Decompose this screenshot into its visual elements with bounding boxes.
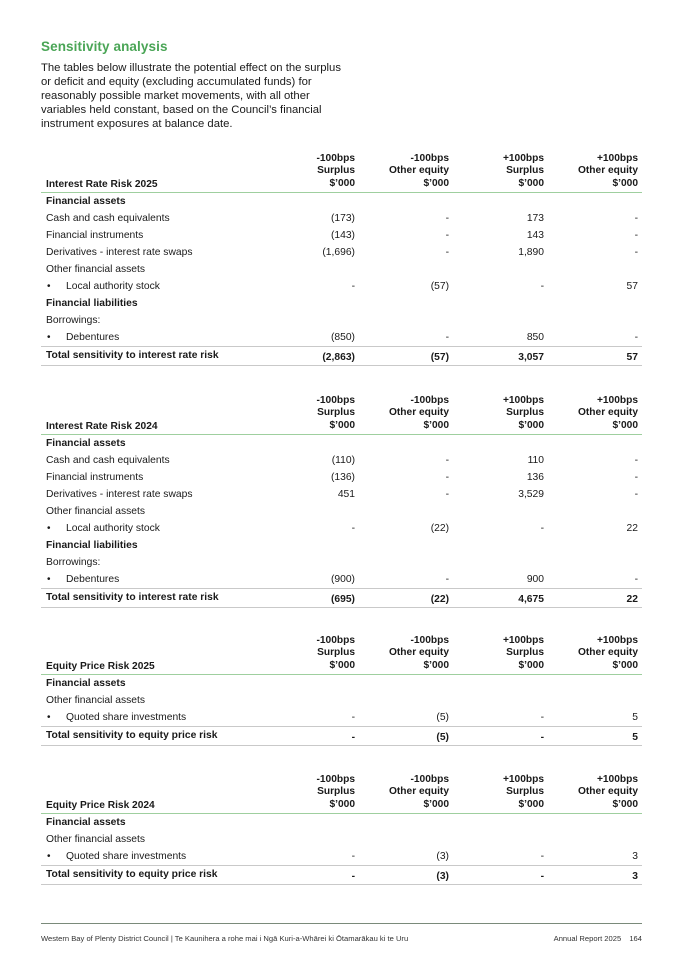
cell-value: 5	[632, 712, 638, 723]
column-header-line: Surplus	[506, 407, 544, 419]
table-row	[41, 312, 642, 329]
cell-value: (850)	[330, 332, 355, 343]
column-header	[538, 774, 638, 811]
cell-value: 850	[526, 332, 544, 343]
row-label: Other financial assets	[46, 506, 146, 517]
total-label: Total sensitivity to interest rate risk	[46, 350, 219, 361]
row-label: Cash and cash equivalents	[46, 455, 170, 466]
cell-value: 900	[526, 574, 544, 585]
row-label: Quoted share investments	[66, 712, 187, 723]
column-header-line: Other equity	[388, 165, 449, 177]
column-header-line: $’000	[518, 659, 544, 671]
bullet-icon: •	[47, 332, 51, 343]
column-header-line: -100bps	[316, 773, 355, 785]
row-label: Other financial assets	[46, 834, 146, 845]
column-header-line: $’000	[518, 177, 544, 189]
row-label: Debentures	[66, 332, 120, 343]
column-header-line: $’000	[329, 798, 355, 810]
total-value: 4,675	[518, 594, 544, 605]
cell-value: -	[351, 851, 355, 862]
column-header-line: $’000	[518, 419, 544, 431]
column-header	[255, 153, 355, 190]
column-header	[538, 395, 638, 432]
table-header	[41, 152, 642, 193]
column-header-line: Other equity	[577, 165, 638, 177]
column-header-line: $’000	[423, 798, 449, 810]
sensitivity-table	[41, 634, 642, 746]
cell-value: (57)	[430, 281, 449, 292]
column-header	[538, 153, 638, 190]
column-header-line: -100bps	[316, 152, 355, 164]
column-header-line: Surplus	[506, 165, 544, 177]
column-header	[255, 635, 355, 672]
cell-value: -	[634, 230, 638, 241]
total-value: -	[540, 871, 544, 882]
row-label: Financial instruments	[46, 230, 144, 241]
column-header-line: $’000	[329, 177, 355, 189]
cell-value: (3)	[436, 851, 449, 862]
bullet-icon: •	[47, 851, 51, 862]
column-header-line: -100bps	[410, 634, 449, 646]
bullet-icon: •	[47, 523, 51, 534]
column-header-line: +100bps	[596, 394, 638, 406]
column-header	[255, 774, 355, 811]
cell-value: (173)	[330, 213, 355, 224]
cell-value: (5)	[436, 712, 449, 723]
intro-paragraph: The tables below illustrate the potential effect on the surplus or deficit and equity (excluding accumulated funds) for reasonably possible market movements, with all other variables held constant, based on the Council’s financial instrument exposures at balance date.	[41, 62, 341, 131]
cell-value: (1,696)	[322, 247, 355, 258]
sensitivity-table	[41, 773, 642, 885]
column-header-line: -100bps	[410, 152, 449, 164]
table-row	[41, 295, 642, 312]
cell-value: 110	[527, 455, 544, 466]
column-header-line: +100bps	[502, 634, 544, 646]
table-caption: Interest Rate Risk 2025	[46, 179, 158, 190]
cell-value: -	[540, 281, 544, 292]
table-row	[41, 848, 642, 866]
column-header	[255, 395, 355, 432]
cell-value: -	[445, 489, 449, 500]
cell-value: -	[634, 213, 638, 224]
cell-value: 57	[626, 281, 638, 292]
table-row	[41, 520, 642, 537]
column-header-line: $’000	[612, 419, 638, 431]
bullet-icon: •	[47, 574, 51, 585]
row-label: Financial assets	[46, 438, 126, 449]
column-header	[444, 153, 544, 190]
column-header-line: Surplus	[506, 647, 544, 659]
table-caption: Interest Rate Risk 2024	[46, 421, 158, 432]
total-value: 3	[632, 871, 638, 882]
table-header	[41, 773, 642, 814]
row-label: Local authority stock	[66, 523, 160, 534]
cell-value: -	[634, 332, 638, 343]
total-value: 3,057	[518, 352, 544, 363]
total-value: -	[351, 732, 355, 743]
cell-value: -	[540, 523, 544, 534]
total-value: -	[351, 871, 355, 882]
column-header-line: Surplus	[317, 647, 355, 659]
footer-report-title: Annual Report 2025	[553, 934, 622, 943]
table-row	[41, 435, 642, 452]
column-header-line: $’000	[518, 798, 544, 810]
cell-value: -	[540, 851, 544, 862]
sensitivity-table	[41, 152, 642, 366]
row-label: Financial assets	[46, 196, 126, 207]
cell-value: -	[351, 281, 355, 292]
table-row	[41, 675, 642, 692]
column-header-line: $’000	[612, 177, 638, 189]
column-header-line: Other equity	[577, 786, 638, 798]
cell-value: -	[445, 213, 449, 224]
cell-value: 22	[626, 523, 638, 534]
row-label: Financial assets	[46, 817, 126, 828]
cell-value: -	[540, 712, 544, 723]
column-header-line: +100bps	[596, 634, 638, 646]
row-label: Local authority stock	[66, 281, 160, 292]
table-header	[41, 394, 642, 435]
total-label: Total sensitivity to equity price risk	[46, 730, 218, 741]
total-label: Total sensitivity to equity price risk	[46, 869, 218, 880]
table-row	[41, 554, 642, 571]
table-row	[41, 709, 642, 727]
table-caption: Equity Price Risk 2024	[46, 800, 155, 811]
cell-value: -	[445, 455, 449, 466]
cell-value: -	[445, 230, 449, 241]
table-row	[41, 329, 642, 347]
total-value: (695)	[330, 594, 355, 605]
cell-value: 3,529	[518, 489, 544, 500]
column-header-line: -100bps	[410, 773, 449, 785]
sensitivity-table	[41, 394, 642, 608]
column-header-line: $’000	[423, 659, 449, 671]
column-header-line: +100bps	[596, 773, 638, 785]
total-value: (2,863)	[322, 352, 355, 363]
cell-value: (22)	[430, 523, 449, 534]
row-label: Derivatives - interest rate swaps	[46, 247, 193, 258]
total-row	[41, 589, 642, 608]
row-label: Other financial assets	[46, 695, 146, 706]
row-label: Financial instruments	[46, 472, 144, 483]
column-header	[538, 635, 638, 672]
bullet-icon: •	[47, 712, 51, 723]
row-label: Cash and cash equivalents	[46, 213, 170, 224]
cell-value: -	[634, 574, 638, 585]
footer-page-number: 164	[629, 934, 642, 943]
column-header-line: +100bps	[502, 152, 544, 164]
cell-value: 451	[337, 489, 355, 500]
column-header-line: Other equity	[577, 407, 638, 419]
cell-value: (900)	[330, 574, 355, 585]
cell-value: -	[445, 574, 449, 585]
total-value: (3)	[436, 871, 449, 882]
column-header-line: -100bps	[410, 394, 449, 406]
cell-value: -	[634, 455, 638, 466]
total-value: -	[540, 732, 544, 743]
total-label: Total sensitivity to interest rate risk	[46, 592, 219, 603]
total-value: 22	[626, 594, 638, 605]
cell-value: -	[634, 472, 638, 483]
column-header	[444, 395, 544, 432]
footer-divider	[41, 923, 642, 924]
column-header-line: +100bps	[502, 773, 544, 785]
total-row	[41, 866, 642, 885]
column-header-line: -100bps	[316, 394, 355, 406]
column-header-line: Other equity	[577, 647, 638, 659]
column-header-line: +100bps	[502, 394, 544, 406]
total-value: (5)	[436, 732, 449, 743]
column-header	[444, 774, 544, 811]
row-label: Borrowings:	[46, 557, 101, 568]
column-header-line: Surplus	[506, 786, 544, 798]
cell-value: -	[445, 472, 449, 483]
cell-value: (136)	[330, 472, 355, 483]
cell-value: 3	[632, 851, 638, 862]
column-header	[349, 635, 449, 672]
cell-value: -	[634, 489, 638, 500]
table-row	[41, 469, 642, 486]
cell-value: -	[351, 523, 355, 534]
table-row	[41, 261, 642, 278]
column-header-line: -100bps	[316, 634, 355, 646]
section-title: Sensitivity analysis	[41, 39, 168, 54]
column-header-line: Surplus	[317, 786, 355, 798]
column-header-line: $’000	[329, 659, 355, 671]
column-header-line: $’000	[329, 419, 355, 431]
row-label: Debentures	[66, 574, 120, 585]
cell-value: -	[634, 247, 638, 258]
column-header-line: Surplus	[317, 407, 355, 419]
total-value: 57	[626, 352, 638, 363]
row-label: Financial liabilities	[46, 298, 138, 309]
row-label: Quoted share investments	[66, 851, 187, 862]
total-row	[41, 347, 642, 366]
column-header-line: Other equity	[388, 407, 449, 419]
column-header	[349, 395, 449, 432]
cell-value: 173	[526, 213, 544, 224]
cell-value: -	[351, 712, 355, 723]
column-header-line: +100bps	[596, 152, 638, 164]
table-row	[41, 244, 642, 261]
table-header	[41, 634, 642, 675]
table-row	[41, 227, 642, 244]
cell-value: (110)	[331, 455, 355, 466]
column-header-line: Other equity	[388, 647, 449, 659]
table-row	[41, 486, 642, 503]
table-row	[41, 831, 642, 848]
row-label: Derivatives - interest rate swaps	[46, 489, 193, 500]
row-label: Financial assets	[46, 678, 126, 689]
footer-report-info	[548, 934, 642, 943]
column-header-line: $’000	[612, 798, 638, 810]
total-row	[41, 727, 642, 746]
cell-value: 1,890	[518, 247, 544, 258]
row-label: Financial liabilities	[46, 540, 138, 551]
table-row	[41, 571, 642, 589]
column-header-line: Other equity	[388, 786, 449, 798]
cell-value: (143)	[330, 230, 355, 241]
bullet-icon: •	[47, 281, 51, 292]
cell-value: 136	[526, 472, 544, 483]
column-header-line: $’000	[612, 659, 638, 671]
column-header-line: $’000	[423, 419, 449, 431]
total-value: (57)	[430, 352, 449, 363]
total-value: (22)	[430, 594, 449, 605]
column-header	[349, 774, 449, 811]
table-row	[41, 537, 642, 554]
column-header	[444, 635, 544, 672]
cell-value: -	[445, 247, 449, 258]
table-row	[41, 692, 642, 709]
table-caption: Equity Price Risk 2025	[46, 661, 155, 672]
table-row	[41, 503, 642, 520]
row-label: Borrowings:	[46, 315, 101, 326]
table-row	[41, 193, 642, 210]
table-row	[41, 278, 642, 295]
table-row	[41, 452, 642, 469]
table-row	[41, 814, 642, 831]
footer-council-name: Western Bay of Plenty District Council | Te Kaunihera a rohe mai i Ngā Kuri-a-Whārei ki Ōtamarākau ki te Uru	[41, 934, 409, 943]
total-value: 5	[632, 732, 638, 743]
cell-value: -	[445, 332, 449, 343]
column-header	[349, 153, 449, 190]
row-label: Other financial assets	[46, 264, 146, 275]
cell-value: 143	[526, 230, 544, 241]
column-header-line: $’000	[423, 177, 449, 189]
column-header-line: Surplus	[317, 165, 355, 177]
table-row	[41, 210, 642, 227]
